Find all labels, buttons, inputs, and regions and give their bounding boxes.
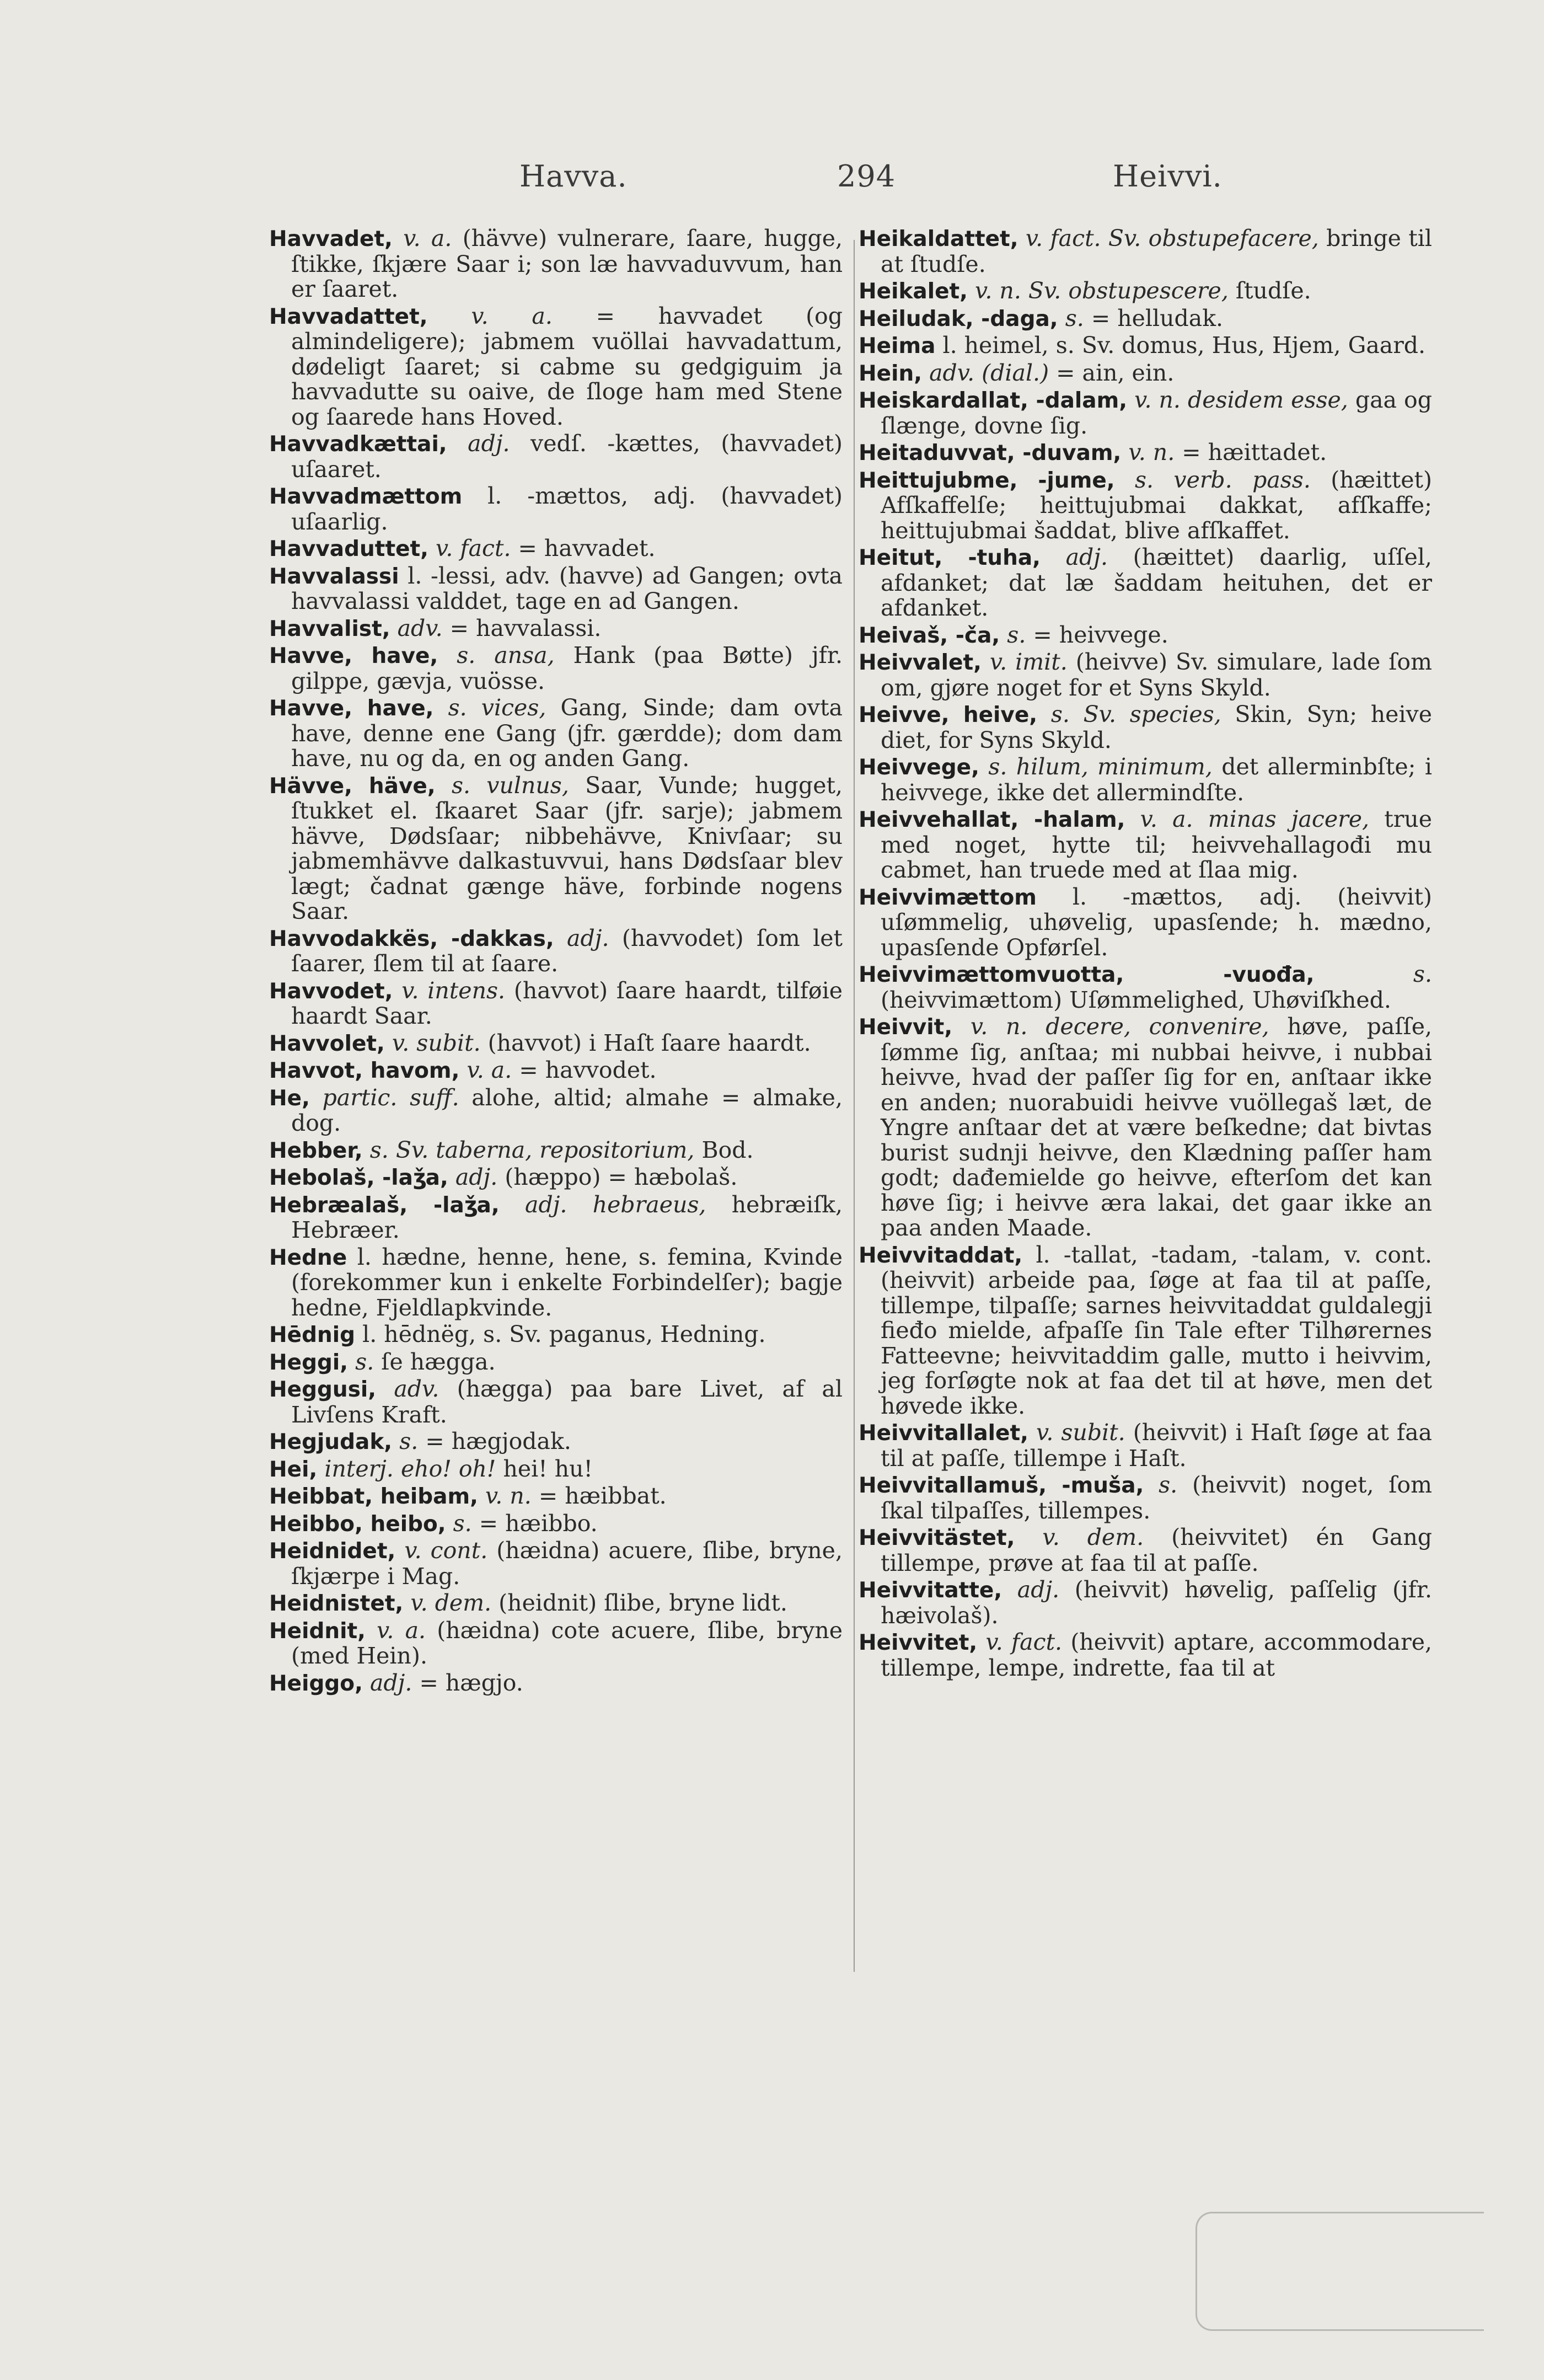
- entry-grammar: s.: [355, 1348, 374, 1375]
- dictionary-entry: [859, 333, 1432, 359]
- entry-definition: (hæittet) Afſkaffelſe; heittujubmai dakkat, afſkaffe; heittujubmai šaddat, blive afſkaffet.: [881, 466, 1432, 544]
- entry-definition: alohe, altid; almahe = almake, dog.: [291, 1084, 843, 1136]
- entry-grammar: v. imit.: [989, 649, 1068, 675]
- entry-definition: = havvalassi.: [449, 614, 602, 641]
- entry-headword: Heivvit,: [859, 1015, 953, 1040]
- dictionary-entry: [269, 643, 843, 694]
- entry-grammar: interj. eho! oh!: [324, 1455, 496, 1482]
- left-column: [269, 226, 843, 1698]
- dictionary-entry: [859, 306, 1432, 332]
- entry-headword: Havvadattet,: [269, 304, 428, 329]
- dictionary-entry: [859, 440, 1432, 466]
- entry-grammar: s. verb. pass.: [1134, 466, 1311, 493]
- library-stamp-frame: [1195, 2212, 1484, 2331]
- entry-grammar: s. Sv. species,: [1050, 701, 1221, 728]
- entry-grammar: s. hilum, minimum,: [988, 753, 1213, 780]
- entry-definition: l. -mættos, adj. (havvadet) uſaarlig.: [291, 483, 843, 535]
- entry-grammar: adv.: [397, 614, 443, 641]
- entry-headword: Heggi,: [269, 1350, 349, 1375]
- dictionary-entry: [269, 1322, 843, 1348]
- entry-grammar: v. a.: [467, 1057, 512, 1083]
- entry-headword: Heivvitallalet,: [859, 1421, 1028, 1446]
- entry-grammar: s.: [1159, 1472, 1178, 1498]
- entry-headword: Hegjudak,: [269, 1430, 393, 1454]
- entry-definition: ſe hægga.: [381, 1348, 496, 1375]
- dictionary-entry: [269, 1245, 843, 1321]
- entry-headword: Havve, have,: [269, 644, 438, 668]
- dictionary-entry: [269, 926, 843, 977]
- entry-definition: (hävve) vulnerare, ſaare, hugge, ſtikke, ſkjære Saar i; son læ havvaduvvum, han er ſaaret.: [291, 225, 843, 302]
- entry-definition: = hæibbat.: [538, 1483, 667, 1509]
- dictionary-entry: [859, 885, 1432, 961]
- entry-headword: Havvalist,: [269, 616, 390, 641]
- dictionary-entry: [269, 1511, 843, 1537]
- entry-definition: (heivve) Sv. simulare, lade ſom om, gjøre noget for et Syns Skyld.: [881, 649, 1432, 701]
- dictionary-entry: [269, 696, 843, 772]
- dictionary-entry: [859, 650, 1432, 700]
- entry-headword: Hebber,: [269, 1138, 363, 1163]
- entry-definition: (havvot) i Haſt ſaare haardt.: [487, 1029, 811, 1056]
- entry-definition: l. hædne, henne, hene, s. femina, Kvinde (forekommer kun i enkelte Forbindelſer); bagje hedne, Fjeldlapkvinde.: [291, 1243, 843, 1321]
- entry-headword: Havvaduttet,: [269, 537, 428, 561]
- entry-headword: Heivvitästet,: [859, 1526, 1015, 1550]
- dictionary-entry: [269, 773, 843, 924]
- entry-headword: Hävve, häve,: [269, 773, 436, 799]
- page-number: 294: [837, 159, 896, 194]
- entry-grammar: v. n. decere, convenire,: [970, 1013, 1269, 1040]
- entry-headword: Hedne: [269, 1245, 347, 1270]
- entry-headword: Heivvalet,: [859, 650, 982, 675]
- entry-headword: Heivvitet,: [859, 1630, 978, 1655]
- entry-headword: Heima: [859, 334, 936, 359]
- entry-definition: true med noget, hytte til; heivvehallagođi mu cabmet, han truede med at ſlaa mig.: [881, 806, 1432, 883]
- dictionary-entry: [859, 226, 1432, 277]
- entry-definition: Bod.: [701, 1136, 754, 1163]
- entry-headword: Havvalassi: [269, 564, 399, 589]
- entry-headword: Heidnidet,: [269, 1539, 396, 1564]
- entry-headword: Hebolaš, -laǯa,: [269, 1165, 448, 1190]
- entry-definition: = heivvege.: [1033, 621, 1168, 648]
- dictionary-entry: [269, 1138, 843, 1164]
- dictionary-entry: [269, 1671, 843, 1697]
- entry-definition: hei! hu!: [503, 1455, 593, 1482]
- entry-definition: (heivvit) høvelig, paſſelig (jfr. hæivolaš).: [881, 1576, 1432, 1629]
- dictionary-entry: [269, 226, 843, 302]
- entry-grammar: s. vices,: [448, 694, 546, 721]
- dictionary-entry: [269, 1377, 843, 1427]
- entry-grammar: v. subit.: [1036, 1419, 1125, 1446]
- entry-grammar: s.: [399, 1428, 419, 1454]
- entry-definition: Saar, Vunde; hugget, ſtukket el. ſkaaret Saar (jfr. sarje); jabmem hävve, Dødsſaar; nibbehävve, Knivſaar; su jabmemhävve dalkastuvvui, hans Dødsſaar blev lægt; čadnat gænge häve, forbinde nogens Saar.: [291, 772, 843, 924]
- dictionary-entry: [859, 702, 1432, 753]
- entry-headword: Heitaduvvat, -duvam,: [859, 441, 1122, 466]
- dictionary-entry: [269, 1538, 843, 1589]
- entry-grammar: v. dem.: [1042, 1524, 1144, 1550]
- entry-grammar: s.: [453, 1510, 472, 1537]
- dictionary-entry: [859, 962, 1432, 1013]
- dictionary-entry: [859, 468, 1432, 544]
- entry-grammar: v. subit.: [392, 1029, 481, 1056]
- entry-headword: Hēdnig: [269, 1323, 356, 1347]
- dictionary-entry: [269, 1591, 843, 1617]
- entry-grammar: s. Sv. taberna, repositorium,: [369, 1136, 695, 1163]
- entry-definition: hebræiſk, Hebræer.: [291, 1191, 843, 1243]
- page-header: [0, 159, 1544, 203]
- entry-definition: (havvodet) ſom let ſaarer, ſlem til at ſaare.: [291, 924, 843, 977]
- entry-definition: = hæittadet.: [1182, 439, 1327, 466]
- entry-definition: (heivvit) i Haſt ſøge at faa til at paſſe, tillempe i Haſt.: [881, 1419, 1432, 1472]
- entry-headword: Heikalet,: [859, 279, 968, 304]
- entry-grammar: v. n.: [1128, 439, 1175, 466]
- entry-headword: Heibbo, heibo,: [269, 1511, 446, 1537]
- dictionary-entry: [859, 545, 1432, 621]
- dictionary-entry: [859, 1243, 1432, 1419]
- dictionary-entry: [859, 623, 1432, 649]
- entry-grammar: v. a. minas jacere,: [1140, 806, 1370, 832]
- dictionary-entry: [269, 564, 843, 614]
- entry-definition: (hæittet) daarlig, uſſel, afdanket; dat læ šaddam heituhen, det er afdanket.: [881, 544, 1432, 621]
- entry-headword: Heibbat, heibam,: [269, 1484, 478, 1509]
- entry-definition: Gang, Sinde; dam ovta have, denne ene Gang (jfr. gærdde); dom dam have, nu og da, en og anden Gang.: [291, 694, 843, 772]
- entry-grammar: s. ansa,: [457, 642, 555, 668]
- entry-grammar: v. intens.: [401, 977, 506, 1004]
- entry-definition: l. -tallat, -tadam, -talam, v. cont. (heivvit) arbeide paa, ſøge at faa til at paſſe, tillempe, tilpaſſe; sarnes heivvitaddat guldalegji fieđo mielde, afpaſſe ſin Tale efter Tilhørernes Fatteevne; heivvitaddim galle, mutto i heivvim, jeg forſøgte nok at faa det til at høve, men det høvede ikke.: [881, 1241, 1432, 1419]
- entry-headword: Heivvitaddat,: [859, 1243, 1023, 1268]
- dictionary-entry: [859, 1525, 1432, 1576]
- entry-definition: høve, paſſe, ſømme ſig, anſtaa; mi nubbai heivve, i nubbai heivve, hvad der paſſer ſig for en, anſtaar ikke en anden; nuorabuidi heivve vuöllegaš læt, de Yngre anſtaar det at være beſkedne; dat bivtas burist sudnji heivve, den Klædning paſſer ham godt; dađemielde go heivve, efterſom det kan høve ſig; i heivve æra lakai, det gaar ikke an paa anden Maade.: [881, 1013, 1432, 1241]
- entry-definition: = hæibbo.: [479, 1510, 598, 1537]
- dictionary-entry: [269, 1058, 843, 1084]
- dictionary-entry: [269, 536, 843, 562]
- entry-definition: det allerminbſte; i heivvege, ikke det allermindſte.: [881, 753, 1432, 806]
- entry-grammar: adj.: [455, 1164, 498, 1190]
- entry-headword: Heiggo,: [269, 1671, 363, 1696]
- entry-definition: bringe til at ſtudſe.: [881, 225, 1432, 277]
- dictionary-entry: [269, 1350, 843, 1376]
- entry-grammar: v. fact. Sv. obstupefacere,: [1025, 225, 1319, 252]
- entry-grammar: adj.: [369, 1669, 412, 1696]
- entry-grammar: v. dem.: [410, 1590, 492, 1616]
- entry-grammar: adv. (dial.): [929, 359, 1049, 386]
- entry-grammar: adj.: [468, 430, 510, 457]
- entry-definition: l. -lessi, adv. (havve) ad Gangen; ovta havvalassi valddet, tage en ad Gangen.: [291, 562, 843, 614]
- dictionary-entry: [859, 1420, 1432, 1471]
- dictionary-entry: [269, 304, 843, 430]
- entry-definition: gaa og ſlænge, dovne ſig.: [881, 387, 1432, 439]
- entry-headword: Heidnit,: [269, 1618, 366, 1644]
- entry-headword: Heiskardallat, -dalam,: [859, 388, 1128, 413]
- dictionary-entry: [269, 484, 843, 534]
- entry-headword: Havvadmættom: [269, 484, 463, 509]
- entry-grammar: adj.: [1065, 544, 1108, 570]
- entry-grammar: adj.: [567, 924, 609, 951]
- entry-headword: Heivvimættom: [859, 885, 1037, 910]
- entry-grammar: s.: [1007, 621, 1026, 648]
- entry-definition: (hæidna) cote acuere, ſlibe, bryne (med Hein).: [291, 1617, 843, 1669]
- entry-headword: Havvodet,: [269, 978, 393, 1004]
- entry-headword: Heivvehallat, -halam,: [859, 807, 1125, 832]
- entry-definition: Hank (paa Bøtte) jfr. gilppe, gævja, vuösse.: [291, 642, 843, 694]
- dictionary-entry: [859, 1014, 1432, 1241]
- entry-grammar: v. a.: [377, 1617, 426, 1644]
- entry-headword: Havvolet,: [269, 1031, 385, 1056]
- entry-definition: = havvodet.: [519, 1057, 657, 1083]
- entry-grammar: partic. suff.: [322, 1084, 459, 1111]
- entry-definition: (heivvitet) én Gang tillempe, prøve at faa til at paſſe.: [881, 1524, 1432, 1576]
- dictionary-entry: [859, 755, 1432, 805]
- entry-definition: (heivvimættom) Uſømmelighed, Uhøviſkhed.: [881, 986, 1391, 1013]
- dictionary-entry: [269, 1031, 843, 1057]
- entry-grammar: v. a.: [471, 302, 553, 329]
- entry-headword: Hei,: [269, 1457, 318, 1482]
- entry-grammar: v. n. Sv. obstupescere,: [975, 277, 1229, 304]
- entry-definition: = hægjo.: [419, 1669, 523, 1696]
- dictionary-entry: [269, 1085, 843, 1136]
- entry-headword: Hein,: [859, 361, 923, 386]
- entry-headword: Havvadkættai,: [269, 432, 447, 457]
- entry-grammar: adj. hebraeus,: [525, 1191, 706, 1218]
- running-head-right: Heivvi.: [1113, 159, 1223, 194]
- entry-definition: (hæppo) = hæbolaš.: [505, 1164, 738, 1190]
- dictionary-entry: [859, 279, 1432, 304]
- dictionary-entry: [859, 1577, 1432, 1628]
- dictionary-entry: [269, 1429, 843, 1455]
- dictionary-entry: [269, 616, 843, 642]
- dictionary-entry: [859, 1630, 1432, 1681]
- entry-headword: Havvodakkës, -dakkas,: [269, 926, 554, 951]
- entry-headword: Heivvege,: [859, 755, 979, 780]
- entry-headword: Heiludak, -daga,: [859, 306, 1058, 331]
- entry-definition: l. hēdnëg, s. Sv. paganus, Hedning.: [362, 1321, 766, 1347]
- entry-definition: = ain, ein.: [1056, 359, 1175, 386]
- entry-headword: He,: [269, 1085, 310, 1111]
- entry-headword: Heggusi,: [269, 1377, 377, 1402]
- entry-grammar: v. fact.: [436, 535, 511, 561]
- entry-definition: (heivvit) aptare, accommodare, tillempe, lempe, indrette, faa til at: [881, 1629, 1432, 1681]
- entry-definition: Skin, Syn; heive diet, for Syns Skyld.: [881, 701, 1432, 753]
- dictionary-entry: [859, 807, 1432, 883]
- dictionary-entry: [269, 978, 843, 1029]
- dictionary-entry: [859, 1473, 1432, 1523]
- entry-grammar: v. a.: [403, 225, 452, 252]
- entry-definition: (havvot) ſaare haardt, tilføie haardt Saar.: [291, 977, 843, 1029]
- right-column: [859, 226, 1432, 1682]
- dictionary-entry: [859, 361, 1432, 387]
- entry-headword: Heittujubme, -jume,: [859, 468, 1115, 493]
- entry-headword: Heidnistet,: [269, 1591, 404, 1616]
- entry-grammar: s. vulnus,: [451, 772, 569, 799]
- entry-grammar: v. n.: [485, 1483, 532, 1509]
- dictionary-entry: [269, 1457, 843, 1483]
- running-head-left: Havva.: [519, 159, 628, 194]
- entry-grammar: adj.: [1017, 1576, 1060, 1603]
- dictionary-entry: [859, 388, 1432, 438]
- entry-headword: Heivvimættomvuotta, -vuođa,: [859, 962, 1315, 987]
- entry-headword: Heitut, -tuha,: [859, 545, 1041, 570]
- entry-definition: = havvadet (og almindeligere); jabmem vuöllai havvadattum, dødeligt ſaaret; si cabme su gedgiguim ja havvadutte su oaive, de ſloge ham med Stene og ſaarede hans Hoved.: [291, 302, 843, 430]
- entry-definition: = helludak.: [1091, 304, 1224, 331]
- entry-headword: Havvot, havom,: [269, 1058, 460, 1083]
- entry-grammar: s.: [1413, 961, 1432, 987]
- entry-definition: = hægjodak.: [425, 1428, 571, 1454]
- dictionary-entry: [269, 1165, 843, 1191]
- dictionary-entry: [269, 431, 843, 482]
- entry-definition: (heidnit) ſlibe, bryne lidt.: [498, 1590, 787, 1616]
- entry-grammar: s.: [1065, 304, 1084, 331]
- entry-grammar: v. fact.: [985, 1629, 1063, 1655]
- dictionary-entry: [269, 1192, 843, 1243]
- entry-definition: (hægga) paa bare Livet, af al Livſens Kraft.: [291, 1376, 843, 1428]
- entry-definition: l. -mættos, adj. (heivvit) uſømmelig, uhøvelig, upasſende; h. mædno, upasſende Opførſel.: [881, 883, 1432, 961]
- entry-headword: Heivvitatte,: [859, 1578, 1002, 1603]
- entry-definition: (heivvit) noget, ſom ſkal tilpaſſes, tillempes.: [881, 1472, 1432, 1524]
- entry-definition: vedſ. -kættes, (havvadet) uſaaret.: [291, 430, 843, 483]
- entry-definition: ſtudſe.: [1235, 277, 1311, 304]
- entry-definition: (hæidna) acuere, ſlibe, bryne, ſkjærpe i Mag.: [291, 1537, 843, 1590]
- entry-headword: Heikaldattet,: [859, 227, 1018, 252]
- entry-definition: = havvadet.: [518, 535, 656, 561]
- entry-headword: Havve, have,: [269, 696, 434, 721]
- entry-headword: Havvadet,: [269, 227, 393, 252]
- entry-grammar: adv.: [394, 1376, 439, 1402]
- entry-headword: Hebræalaš, -laǯa,: [269, 1192, 500, 1218]
- entry-headword: Heivaš, -ča,: [859, 623, 1000, 648]
- entry-headword: Heivve, heive,: [859, 703, 1038, 728]
- entry-headword: Heivvitallamuš, -muša,: [859, 1473, 1144, 1498]
- dictionary-entry: [269, 1618, 843, 1669]
- entry-grammar: v. cont.: [404, 1537, 488, 1564]
- dictionary-entry: [269, 1484, 843, 1510]
- entry-grammar: v. n. desidem esse,: [1134, 387, 1348, 413]
- column-divider: [854, 240, 855, 1972]
- entry-definition: l. heimel, s. Sv. domus, Hus, Hjem, Gaard.: [942, 332, 1426, 359]
